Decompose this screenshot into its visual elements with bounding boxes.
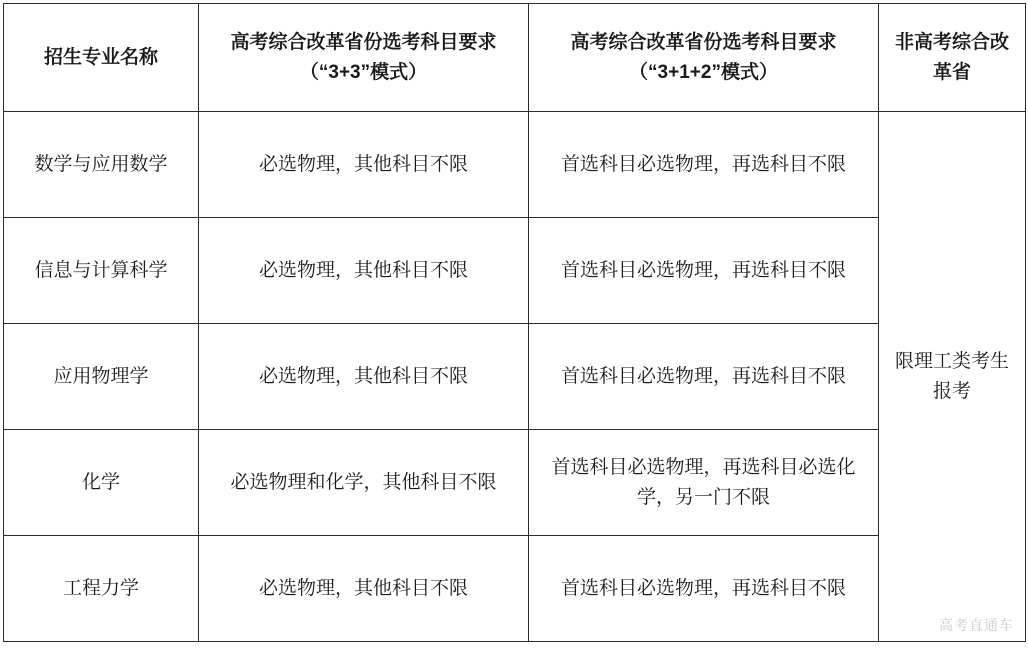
cell-major-name: 化学: [4, 430, 199, 536]
cell-major-name: 应用物理学: [4, 324, 199, 430]
column-header-mode-3-3: 高考综合改革省份选考科目要求（“3+3”模式）: [199, 4, 529, 112]
table-header-row: [4, 4, 1026, 112]
cell-mode-3-3: 必选物理和化学，其他科目不限: [199, 430, 529, 536]
cell-mode-3-1-2: 首选科目必选物理，再选科目不限: [529, 112, 879, 218]
table-row: [4, 112, 1026, 218]
column-header-non-reform-province: 非高考综合改革省: [879, 4, 1026, 112]
column-header-mode-3-1-2: 高考综合改革省份选考科目要求（“3+1+2”模式）: [529, 4, 879, 112]
cell-non-reform-province: 限理工类考生报考: [879, 112, 1026, 642]
cell-major-name: 工程力学: [4, 536, 199, 642]
table-row: [4, 536, 1026, 642]
cell-mode-3-3: 必选物理，其他科目不限: [199, 218, 529, 324]
cell-mode-3-1-2: 首选科目必选物理，再选科目必选化学，另一门不限: [529, 430, 879, 536]
major-subject-requirement-table: [3, 3, 1026, 642]
table-row: [4, 430, 1026, 536]
table-row: [4, 218, 1026, 324]
cell-mode-3-3: 必选物理，其他科目不限: [199, 112, 529, 218]
document-page: [0, 3, 1028, 651]
column-header-major: 招生专业名称: [4, 4, 199, 112]
cell-mode-3-1-2: 首选科目必选物理，再选科目不限: [529, 324, 879, 430]
cell-mode-3-1-2: 首选科目必选物理，再选科目不限: [529, 218, 879, 324]
table-body: [4, 112, 1026, 642]
cell-mode-3-3: 必选物理，其他科目不限: [199, 324, 529, 430]
cell-mode-3-1-2: 首选科目必选物理，再选科目不限: [529, 536, 879, 642]
cell-major-name: 数学与应用数学: [4, 112, 199, 218]
watermark-label: 高考直通车: [939, 617, 1014, 633]
cell-mode-3-3: 必选物理，其他科目不限: [199, 536, 529, 642]
cell-major-name: 信息与计算科学: [4, 218, 199, 324]
table-row: [4, 324, 1026, 430]
table-header: [4, 4, 1026, 112]
